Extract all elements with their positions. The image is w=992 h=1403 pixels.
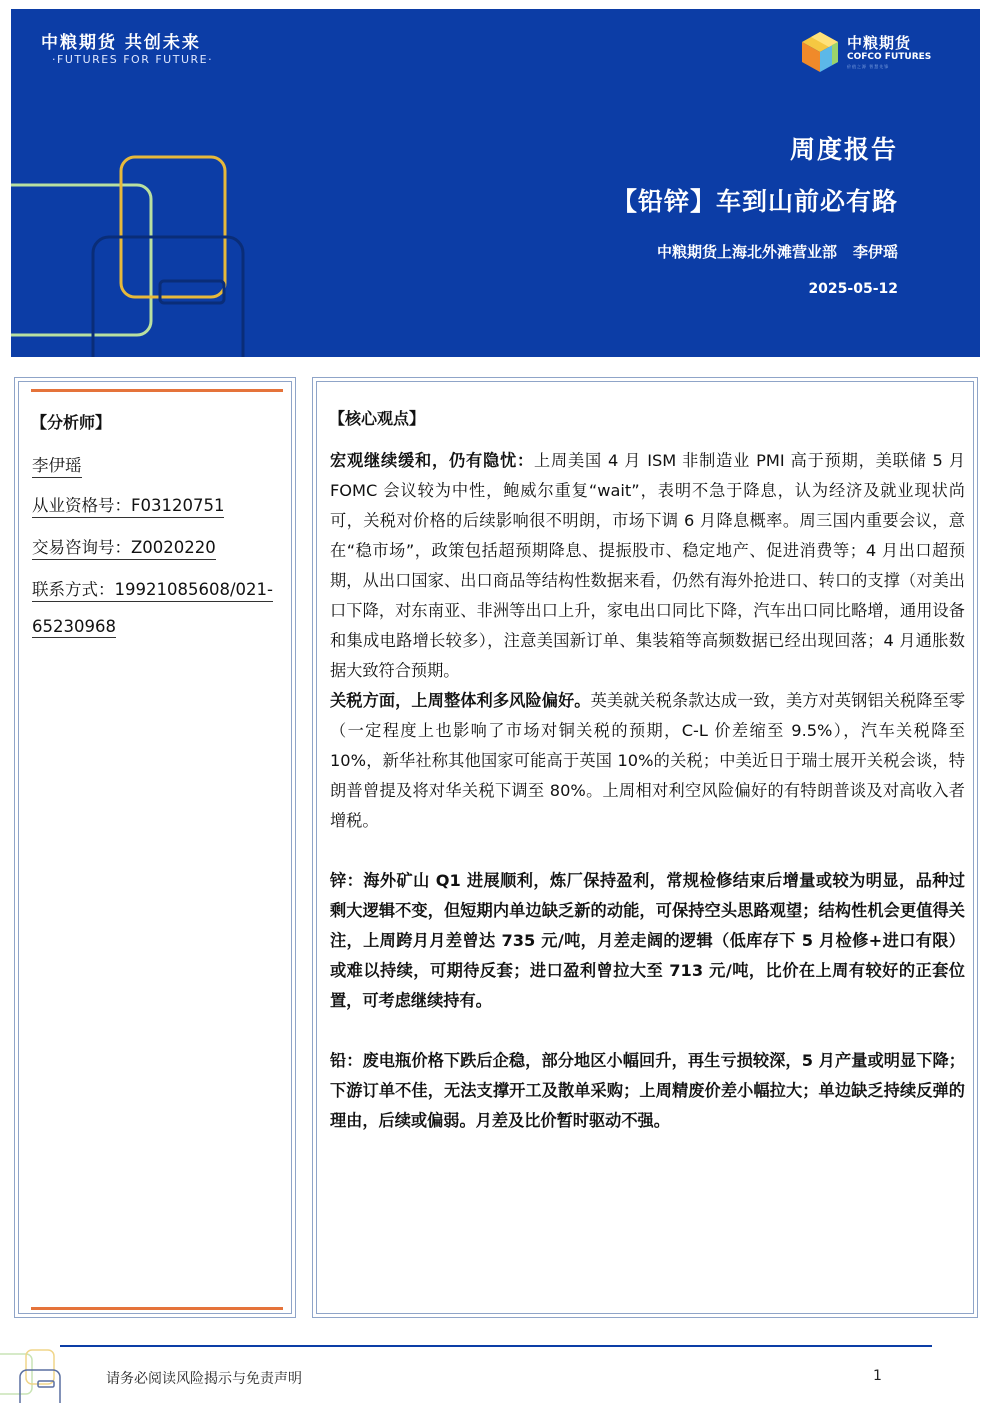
footer-divider bbox=[60, 1345, 932, 1347]
author-department: 中粮期货上海北外滩营业部 bbox=[656, 243, 837, 261]
cofco-futures-logo bbox=[797, 29, 947, 79]
macro-lead: 宏观继续缓和，仍有隐忧： bbox=[330, 451, 535, 470]
zinc-paragraph: 锌：海外矿山 Q1 进展顺利，炼厂保持盈利，常规检修结束后增量或较为明显，品种过剩大逻辑不变，但短期内单边缺乏新的动能，可保持空头思路观望；结构性机会更值得关注，上周跨月月差曾达 735 元/吨，月差走阔的逻辑（低库存下 5 月检修+进口有限）或难以持续，可期待反套；进口盈利曾拉大至 713 元/吨，比价在上周有较好的正套位置，可考虑继续持有。 bbox=[330, 871, 965, 1010]
tariff-text: 英美就关税条款达成一致，美方对英钢铝关税降至零（一定程度上也影响了市场对铜关税的预期，C-L 价差缩至 9.5%），汽车关税降至 10%，新华社称其他国家可能高于英国 10%的关税；中美近日于瑞士展开关税会谈，特朗普曾提及将对华关税下调至 80%。上周相对利空风险偏好的有特朗普谈及对高收入者增税。 bbox=[330, 691, 966, 830]
report-type: 周度报告 bbox=[789, 135, 898, 164]
report-date: 2025-05-12 bbox=[808, 281, 898, 297]
analyst-name: 李伊瑶 bbox=[32, 452, 82, 478]
author-name: 李伊瑶 bbox=[852, 243, 898, 261]
disclaimer-notice: 请务必阅读风险揭示与免责声明 bbox=[106, 1371, 302, 1387]
macro-paragraph bbox=[330, 446, 965, 686]
tariff-paragraph bbox=[330, 686, 965, 836]
orange-divider-bottom bbox=[31, 1307, 283, 1310]
core-view-panel bbox=[312, 377, 978, 1318]
brand-slogan: 中粮期货 共创未来 bbox=[41, 33, 201, 53]
logo-subtitle: 价值之源 智慧先锋 bbox=[847, 64, 890, 69]
analyst-consult-number: 交易咨询号：Z0020220 bbox=[32, 534, 216, 560]
analyst-qualification: 从业资格号：F03120751 bbox=[32, 492, 224, 518]
logo-text-cn: 中粮期货 bbox=[847, 34, 912, 52]
decorative-rounded-frames bbox=[11, 149, 271, 357]
logo-text-en: COFCO FUTURES bbox=[847, 52, 932, 62]
core-view-heading: 【核心观点】 bbox=[329, 409, 426, 428]
report-title: 【铅锌】车到山前必有路 bbox=[611, 187, 898, 216]
brand-tagline: ·FUTURES FOR FUTURE· bbox=[52, 53, 214, 66]
core-view-panel-inner bbox=[316, 381, 974, 1314]
analyst-panel bbox=[14, 377, 296, 1318]
analyst-panel-inner bbox=[18, 381, 292, 1314]
analyst-heading: 【分析师】 bbox=[31, 413, 112, 432]
analyst-contact-cont: 65230968 bbox=[32, 617, 116, 636]
lead-metal-paragraph: 铅：废电瓶价格下跌后企稳，部分地区小幅回升，再生亏损较深，5 月产量或明显下降；下游订单不佳，无法支撑开工及散单采购；上周精废价差小幅拉大；单边缺乏持续反弹的理由，后续或偏弱。月差及比价暂时驱动不强。 bbox=[330, 1051, 965, 1130]
report-author bbox=[657, 241, 898, 262]
cube-logo-icon bbox=[797, 29, 843, 75]
macro-text: 上周美国 4 月 ISM 非制造业 PMI 高于预期，美联储 5 月 FOMC 会议较为中性，鲍威尔重复“wait”，表明不急于降息，认为经济及就业现状尚可，关税对价格的后续影响很不明朗，市场下调 6 月降息概率。周三国内重要会议，意在“稳市场”，政策包括超预期降息、提振股市、稳定地产、促进消费等；4 月出口超预期，从出口国家、出口商品等结构性数据来看，仍然有海外抢进口、转口的支撑（对美出口下降，对东南亚、非洲等出口上升，家电出口同比下降，汽车出口同比略增，通用设备和集成电路增长较多），注意美国新订单、集装箱等高频数据已经出现回落；4 月通胀数据大致符合预期。 bbox=[330, 451, 966, 680]
core-view-body bbox=[330, 446, 965, 1136]
tariff-lead: 关税方面，上周整体利多风险偏好。 bbox=[330, 691, 591, 710]
orange-divider-top bbox=[31, 389, 283, 392]
page-number: 1 bbox=[873, 1368, 882, 1384]
footer-decorative-frames bbox=[0, 1348, 62, 1403]
report-banner bbox=[11, 9, 980, 357]
analyst-contact: 联系方式：19921085608/021- bbox=[32, 576, 273, 602]
